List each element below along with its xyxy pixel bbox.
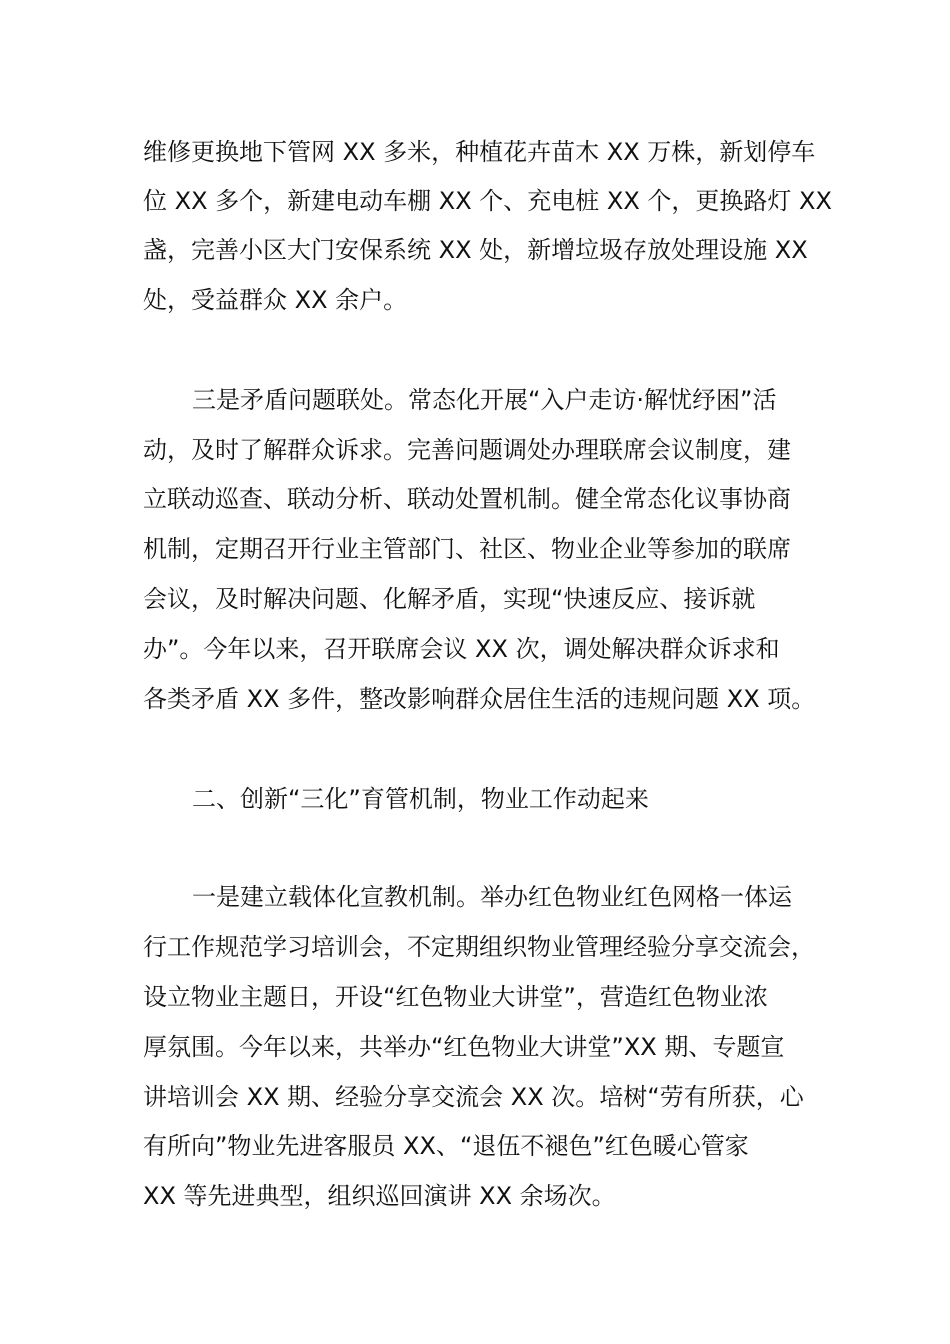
- paragraph-3-line-4: 厚氛围。今年以来，共举办“红色物业大讲堂”XX 期、专题宣: [143, 1033, 785, 1061]
- paragraph-2-line-1: 三是矛盾问题联处。常态化开展“入户走访·解忧纾困”活: [192, 386, 777, 414]
- paragraph-2-line-7: 各类矛盾 XX 多件，整改影响群众居住生活的违规问题 XX 项。: [143, 685, 816, 713]
- paragraph-3-line-6: 有所向”物业先进客服员 XX、“退伍不褪色”红色暖心管家: [143, 1132, 749, 1160]
- paragraph-3-line-7: XX 等先进典型，组织巡回演讲 XX 余场次。: [143, 1182, 616, 1210]
- paragraph-3-line-2: 行工作规范学习培训会，不定期组织物业管理经验分享交流会，: [143, 933, 815, 961]
- paragraph-3-line-3: 设立物业主题日，开设“红色物业大讲堂”，营造红色物业浓: [143, 983, 768, 1011]
- paragraph-2-line-4: 机制，定期召开行业主管部门、社区、物业企业等参加的联席: [143, 535, 791, 563]
- paragraph-1-line-4: 处，受益群众 XX 余户。: [143, 286, 408, 314]
- paragraph-1-line-3: 盏，完善小区大门安保系统 XX 处，新增垃圾存放处理设施 XX: [143, 236, 808, 264]
- paragraph-3-line-5: 讲培训会 XX 期、经验分享交流会 XX 次。培树“劳有所获，心: [143, 1083, 804, 1111]
- paragraph-1-line-1: 维修更换地下管网 XX 多米，种植花卉苗木 XX 万株，新划停车: [143, 138, 816, 166]
- paragraph-2-line-5: 会议，及时解决问题、化解矛盾，实现“快速反应、接诉就: [143, 585, 756, 613]
- paragraph-3-line-1: 一是建立载体化宣教机制。举办红色物业红色网格一体运: [192, 883, 792, 911]
- section-heading: 二、创新“三化”育管机制，物业工作动起来: [192, 785, 649, 813]
- paragraph-1-line-2: 位 XX 多个，新建电动车棚 XX 个、充电桩 XX 个，更换路灯 XX: [143, 187, 832, 215]
- paragraph-2-line-2: 动，及时了解群众诉求。完善问题调处办理联席会议制度，建: [143, 436, 791, 464]
- paragraph-2-line-3: 立联动巡查、联动分析、联动处置机制。健全常态化议事协商: [143, 485, 791, 513]
- paragraph-2-line-6: 办”。今年以来，召开联席会议 XX 次，调处解决群众诉求和: [143, 635, 780, 663]
